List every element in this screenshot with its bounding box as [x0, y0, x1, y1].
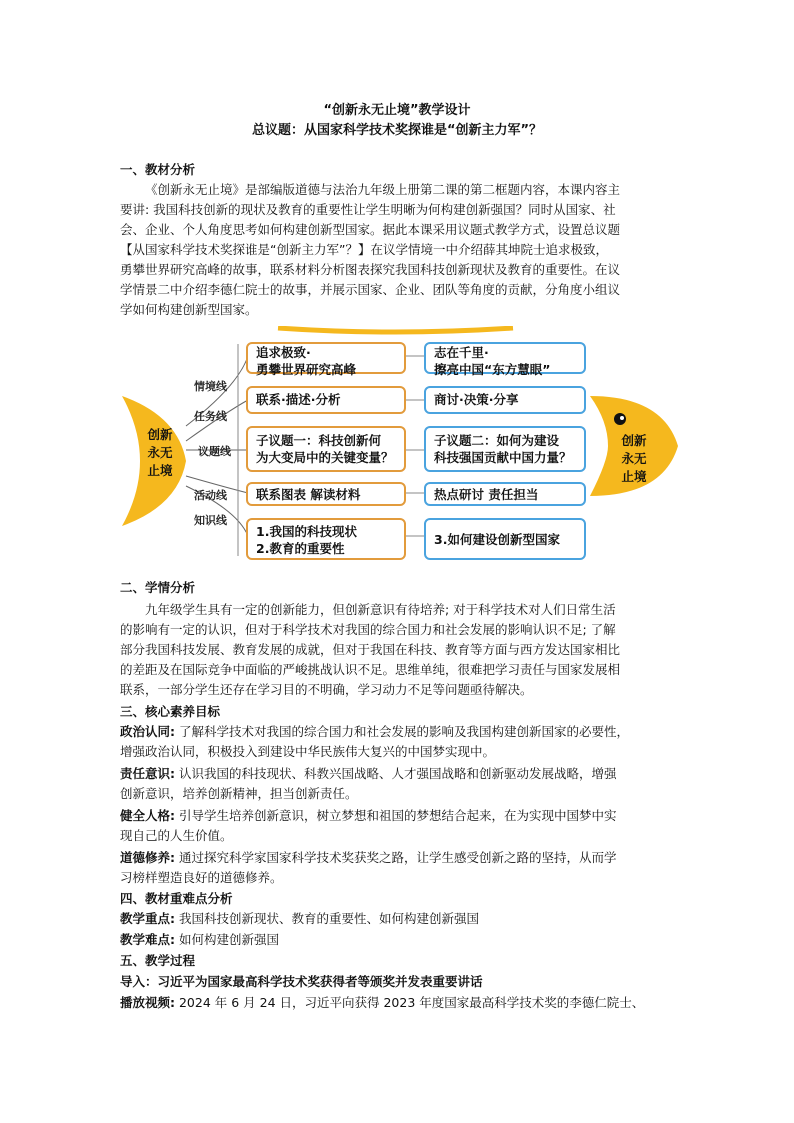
side-label-activity: 活动线 — [194, 489, 227, 502]
goal-political: 政治认同: 了解科学技术对我国的综合国力和社会发展的影响及我国构建创新国家的必要性， — [120, 724, 629, 739]
goal-personality: 健全人格: 引导学生培养创新意识，树立梦想和祖国的梦想结合起来，在为实现中国梦中实 — [120, 808, 617, 823]
goal-responsibility-cont: 创新意识，培养创新精神，担当创新责任。 — [120, 786, 358, 801]
side-label-scenario: 情境线 — [194, 380, 227, 393]
section-heading-1: 一、教材分析 — [120, 162, 196, 177]
box-activity-left: 联系图表 解读材料 — [246, 482, 406, 506]
fishbone-diagram — [118, 326, 684, 574]
section-heading-5: 五、教学过程 — [120, 953, 196, 968]
goal-responsibility: 责任意识: 认识我国的科技现状、科教兴国战略、人才强国战略和创新驱动发展战略，增强 — [120, 766, 617, 781]
box-topic-right: 子议题二：如何为建设 科技强国贡献中国力量？ — [424, 426, 586, 472]
box-topic-left: 子议题一：科技创新何 为大变局中的关键变量？ — [246, 426, 406, 472]
sec2-line: 九年级学生具有一定的创新能力，但创新意识有待培养; 对于科学技术对人们日常生活 — [145, 602, 616, 617]
sec1-line: 会、企业、个人角度思考如何构建创新型国家。据此本课采用议题式教学方式，设置总议题 — [120, 222, 621, 237]
box-task-right: 商讨·决策·分享 — [424, 386, 586, 414]
right-fish-label: 创新 永无 止境 — [621, 433, 647, 484]
lesson-intro: 导入：习近平为国家最高科学技术奖获得者等颁奖并发表重要讲话 — [120, 974, 483, 989]
box-scenario-left: 追求极致· 勇攀世界研究高峰 — [246, 342, 406, 374]
goal-personality-cont: 现自己的人生价值。 — [120, 828, 233, 843]
box-knowledge-right: 3.如何建设创新型国家 — [424, 518, 586, 560]
box-knowledge-left: 1.我国的科技现状 2.教育的重要性 — [246, 518, 406, 560]
sec1-line: 要讲: 我国科技创新的现状及教育的重要性让学生明晰为何构建创新强国？同时从国家、社 — [120, 202, 616, 217]
section-heading-3: 三、核心素养目标 — [120, 704, 221, 719]
doc-title: “创新永无止境”教学设计 — [323, 103, 471, 118]
sec1-line: 学如何构建创新型国家。 — [120, 302, 258, 317]
sec2-line: 的差距及在国际竞争中面临的严峻挑战认识不足。思维单纯，很难把学习责任与国家发展相 — [120, 662, 621, 677]
side-label-task: 任务线 — [194, 410, 227, 423]
goal-morality: 道德修养: 通过探究科学家国家科学技术奖获奖之路，让学生感受创新之路的坚持，从而学 — [120, 850, 617, 865]
box-scenario-right: 志在千里· 擦亮中国“东方慧眼” — [424, 342, 586, 374]
left-fish-label: 创新 永无 止境 — [147, 427, 173, 478]
box-activity-right: 热点研讨 责任担当 — [424, 482, 586, 506]
sec1-line: 学情景二中介绍李德仁院士的故事，并展示国家、企业、团队等角度的贡献，分角度小组议 — [120, 282, 621, 297]
side-label-topic: 议题线 — [198, 445, 231, 458]
sec2-line: 部分我国科技发展、教育发展的成就，但对于我国在科技、教育等方面与西方发达国家相比 — [120, 642, 621, 657]
video-note: 播放视频: 2024 年 6 月 24 日，习近平向获得 2023 年度国家最高科学技术奖的李德仁院士、 — [120, 995, 645, 1010]
box-task-left: 联系·描述·分析 — [246, 386, 406, 414]
goal-political-cont: 增强政治认同，积极投入到建设中华民族伟大复兴的中国梦实现中。 — [120, 744, 496, 759]
doc-subtitle: 总议题：从国家科学技术奖探谁是“创新主力军”？ — [251, 123, 543, 138]
side-label-knowledge: 知识线 — [194, 514, 227, 527]
goal-morality-cont: 习榜样塑造良好的道德修养。 — [120, 870, 283, 885]
teaching-key-point: 教学重点: 我国科技创新现状、教育的重要性、如何构建创新强国 — [120, 911, 479, 926]
sec1-line: 勇攀世界研究高峰的故事，联系材料分析图表探究我国科技创新现状及教育的重要性。在议 — [120, 262, 621, 277]
section-heading-2: 二、学情分析 — [120, 580, 196, 595]
sec2-line: 的影响有一定的认识，但对于科学技术对我国的综合国力和社会发展的影响认识不足; 了解 — [120, 622, 616, 637]
sec1-line: 【从国家科学技术奖探谁是“创新主力军”？】在议学情境一中介绍薛其坤院士追求极致， — [120, 242, 608, 257]
teaching-difficulty: 教学难点: 如何构建创新强国 — [120, 932, 279, 947]
sec2-line: 联系，一部分学生还存在学习目的不明确，学习动力不足等问题亟待解决。 — [120, 682, 533, 697]
section-heading-4: 四、教材重难点分析 — [120, 891, 233, 906]
sec1-line: 《创新永无止境》是部编版道德与法治九年级上册第二课的第二框题内容，本课内容主 — [145, 182, 621, 197]
